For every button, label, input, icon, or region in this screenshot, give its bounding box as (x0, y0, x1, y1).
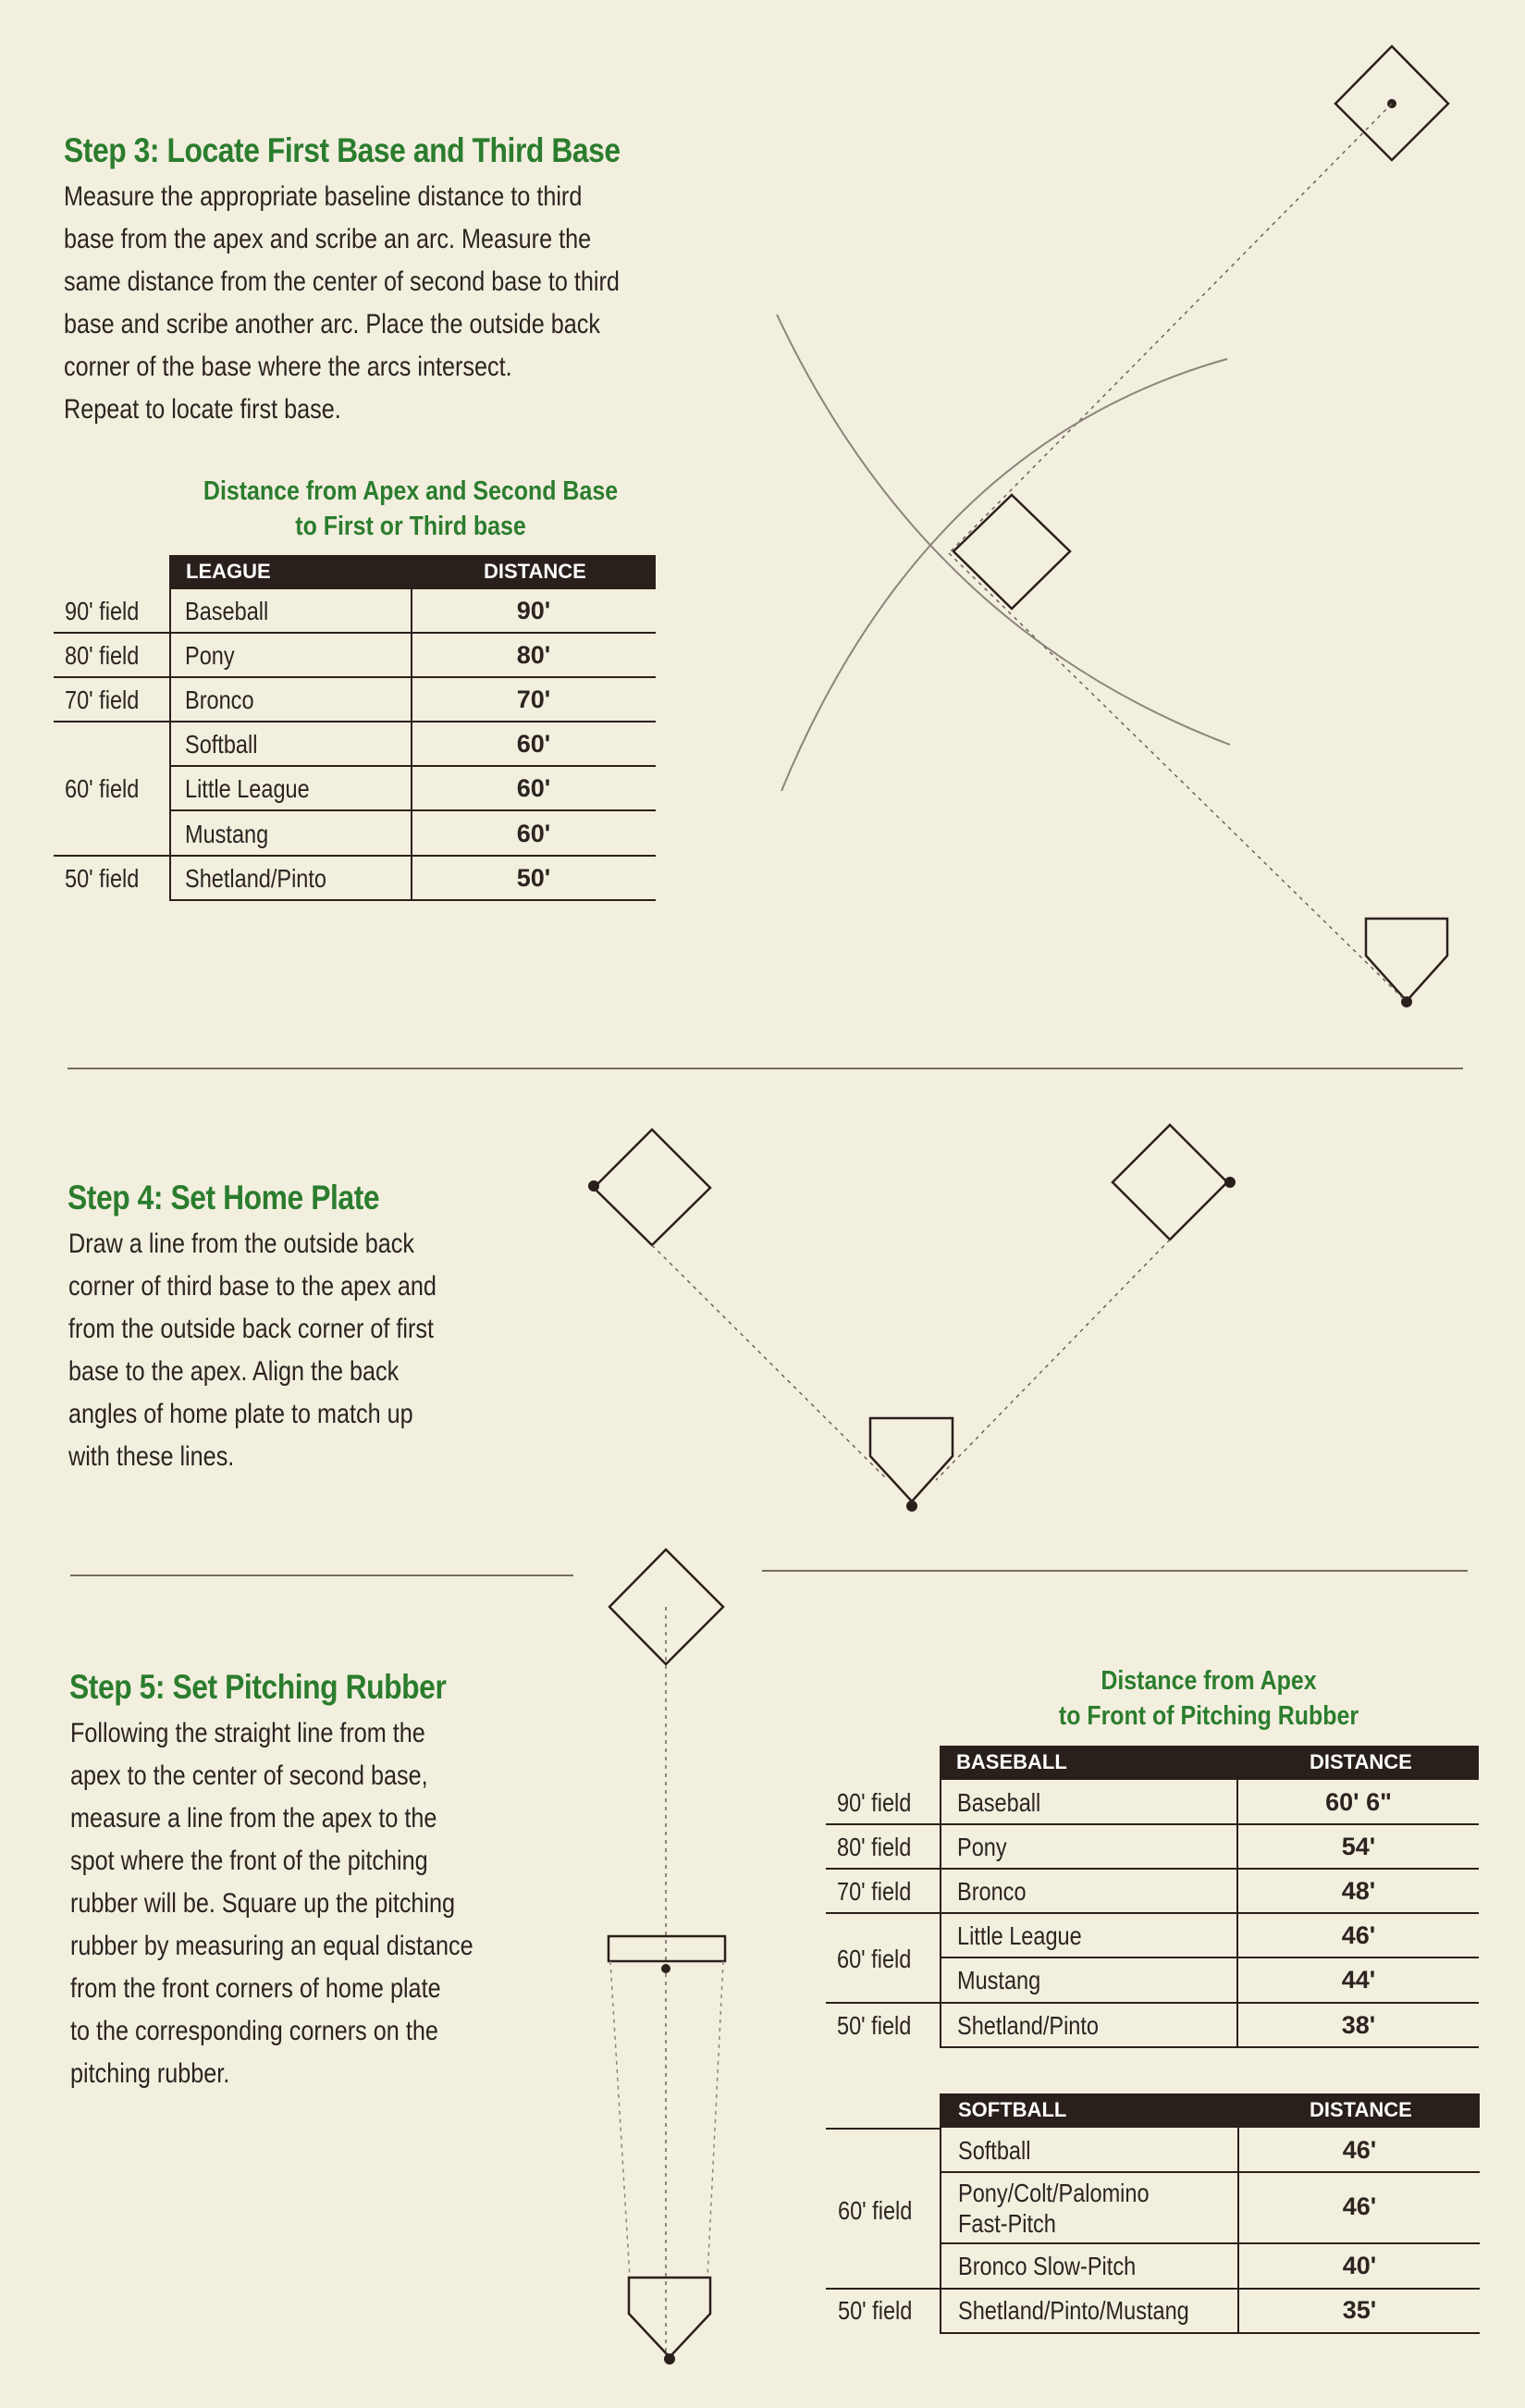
table1-col-league: LEAGUE (186, 560, 271, 583)
table2-title: Distance from Apex to Front of Pitching Rubber (1058, 1666, 1359, 1731)
third-base-icon (953, 495, 1070, 609)
table2-softball-distance: 46' (1342, 2192, 1377, 2220)
table2-softball-distance: 40' (1342, 2252, 1377, 2279)
table1-col-distance: DISTANCE (484, 560, 586, 583)
table2-softball-league: Bronco Slow-Pitch (958, 2252, 1137, 2280)
table1-field-label: 60' field (65, 774, 140, 803)
first-base-icon (1113, 1125, 1227, 1240)
table1-field-label: 90' field (65, 597, 140, 625)
table1-row-league: Bronco (185, 685, 254, 714)
table1-row-league: Softball (185, 730, 258, 759)
step4-diagram (588, 1125, 1236, 1512)
step3-body: Measure the appropriate baseline distance to third base from the apex and scribe an arc. Measure the same distance from the center of second base to third base and scribe another arc. Place the outside back corner of the base where the arcs intersect. Repeat to locate first base. (64, 181, 620, 425)
table1-field-label: 50' field (65, 864, 140, 893)
table1-title: Distance from Apex and Second Base to First or Third base (203, 476, 619, 541)
table1-row-league: Pony (185, 641, 235, 670)
dotted-line-second-to-third (949, 104, 1392, 553)
table1-row-distance: 90' (516, 597, 551, 624)
table2-baseball-field: 50' field (837, 2011, 912, 2040)
arc-from-second (781, 359, 1227, 791)
table1-row-distance: 70' (516, 685, 551, 713)
step5-diagram (609, 1550, 725, 2365)
dotted-line-third-to-home (949, 553, 1407, 1002)
table2-softball-league-line2: Fast-Pitch (958, 2209, 1056, 2238)
dotted-rubber-left (610, 1961, 630, 2278)
apex-dot (664, 2353, 675, 2365)
table2-baseball-header (940, 1746, 1479, 1780)
table2-baseball-field: 70' field (837, 1877, 912, 1906)
table2-baseball-league: Baseball (957, 1788, 1041, 1817)
table2-col-softball: SOFTBALL (958, 2098, 1067, 2121)
table1-row-league: Little League (185, 774, 310, 803)
table1-row-distance: 60' (516, 730, 551, 758)
apex-dot (906, 1500, 917, 1512)
table2-baseball-field: 80' field (837, 1833, 912, 1861)
step4-body: Draw a line from the outside back corner of third base to the apex and from the outside back corner of first base to the apex. Align the back angles of home plate to match up with these lines. (68, 1229, 437, 1472)
table2-softball-field: 50' field (838, 2296, 913, 2325)
table1-row-league: Mustang (185, 820, 269, 848)
table2-softball-field: 60' field (838, 2196, 913, 2225)
arc-from-apex (777, 315, 1230, 745)
table2-col-distance: DISTANCE (1310, 1750, 1412, 1773)
home-plate-icon (1366, 919, 1447, 1001)
table2-baseball-distance: 54' (1341, 1833, 1376, 1860)
third-base-icon (594, 1130, 710, 1245)
step3-title: Step 3: Locate First Base and Third Base (64, 131, 621, 169)
first-base-corner-dot (1224, 1177, 1236, 1188)
third-base-corner-dot (588, 1180, 599, 1192)
table2-baseball-distance: 46' (1341, 1921, 1376, 1949)
table1-row-distance: 60' (516, 820, 551, 847)
table1-field-label: 70' field (65, 685, 140, 714)
table2-softball-league: Softball (958, 2136, 1031, 2165)
dotted-line-first-to-apex (936, 1240, 1170, 1480)
table2-baseball-field: 90' field (837, 1788, 912, 1817)
table2-softball-league: Pony/Colt/Palomino (958, 2179, 1150, 2207)
table1-row-distance: 50' (516, 864, 551, 892)
table2-baseball-league: Pony (957, 1833, 1007, 1861)
table2-softball-distance: 35' (1342, 2296, 1377, 2324)
home-plate-icon (870, 1418, 953, 1501)
home-plate-icon (629, 2278, 710, 2357)
table2-col-distance: DISTANCE (1310, 2098, 1412, 2121)
table1-row-league: Baseball (185, 597, 269, 625)
table1-row-distance: 80' (516, 641, 551, 669)
table2-softball-header (940, 2093, 1480, 2128)
step4-title: Step 4: Set Home Plate (68, 1179, 380, 1216)
table2-baseball-distance: 48' (1341, 1877, 1376, 1905)
table1-field-label: 80' field (65, 641, 140, 670)
step5-title: Step 5: Set Pitching Rubber (69, 1668, 447, 1706)
table2-col-baseball: BASEBALL (956, 1750, 1067, 1773)
table1-header (169, 555, 656, 589)
table2-baseball-distance: 38' (1341, 2011, 1376, 2039)
dotted-line-third-to-apex (652, 1245, 888, 1480)
table2-baseball-league: Bronco (957, 1877, 1027, 1906)
table2-softball-league: Shetland/Pinto/Mustang (958, 2296, 1189, 2325)
pitching-rubber-icon (609, 1936, 725, 1961)
table2-baseball-league: Little League (957, 1921, 1082, 1950)
table2-baseball-league: Shetland/Pinto (957, 2011, 1099, 2040)
step5-body: Following the straight line from the apex to the center of second base, measure a line from the apex to the spot where the front of the pitching rubber will be. Square up the pitching rubber by measuring an equal distance from the front corners of home plate to the corresponding corners on the pitching rubber. (70, 1718, 473, 2089)
table2-baseball-distance: 60' 6" (1325, 1788, 1392, 1816)
table2-baseball-distance: 44' (1341, 1966, 1376, 1994)
dotted-rubber-right (707, 1961, 723, 2278)
table2-softball-distance: 46' (1342, 2136, 1377, 2164)
table1-row-league: Shetland/Pinto (185, 864, 326, 893)
rubber-center-dot (661, 1964, 670, 1973)
table1-row-distance: 60' (516, 774, 551, 802)
table2-baseball-league: Mustang (957, 1966, 1041, 1994)
step3-diagram (777, 46, 1448, 1007)
table2-baseball-field: 60' field (837, 1945, 912, 1973)
